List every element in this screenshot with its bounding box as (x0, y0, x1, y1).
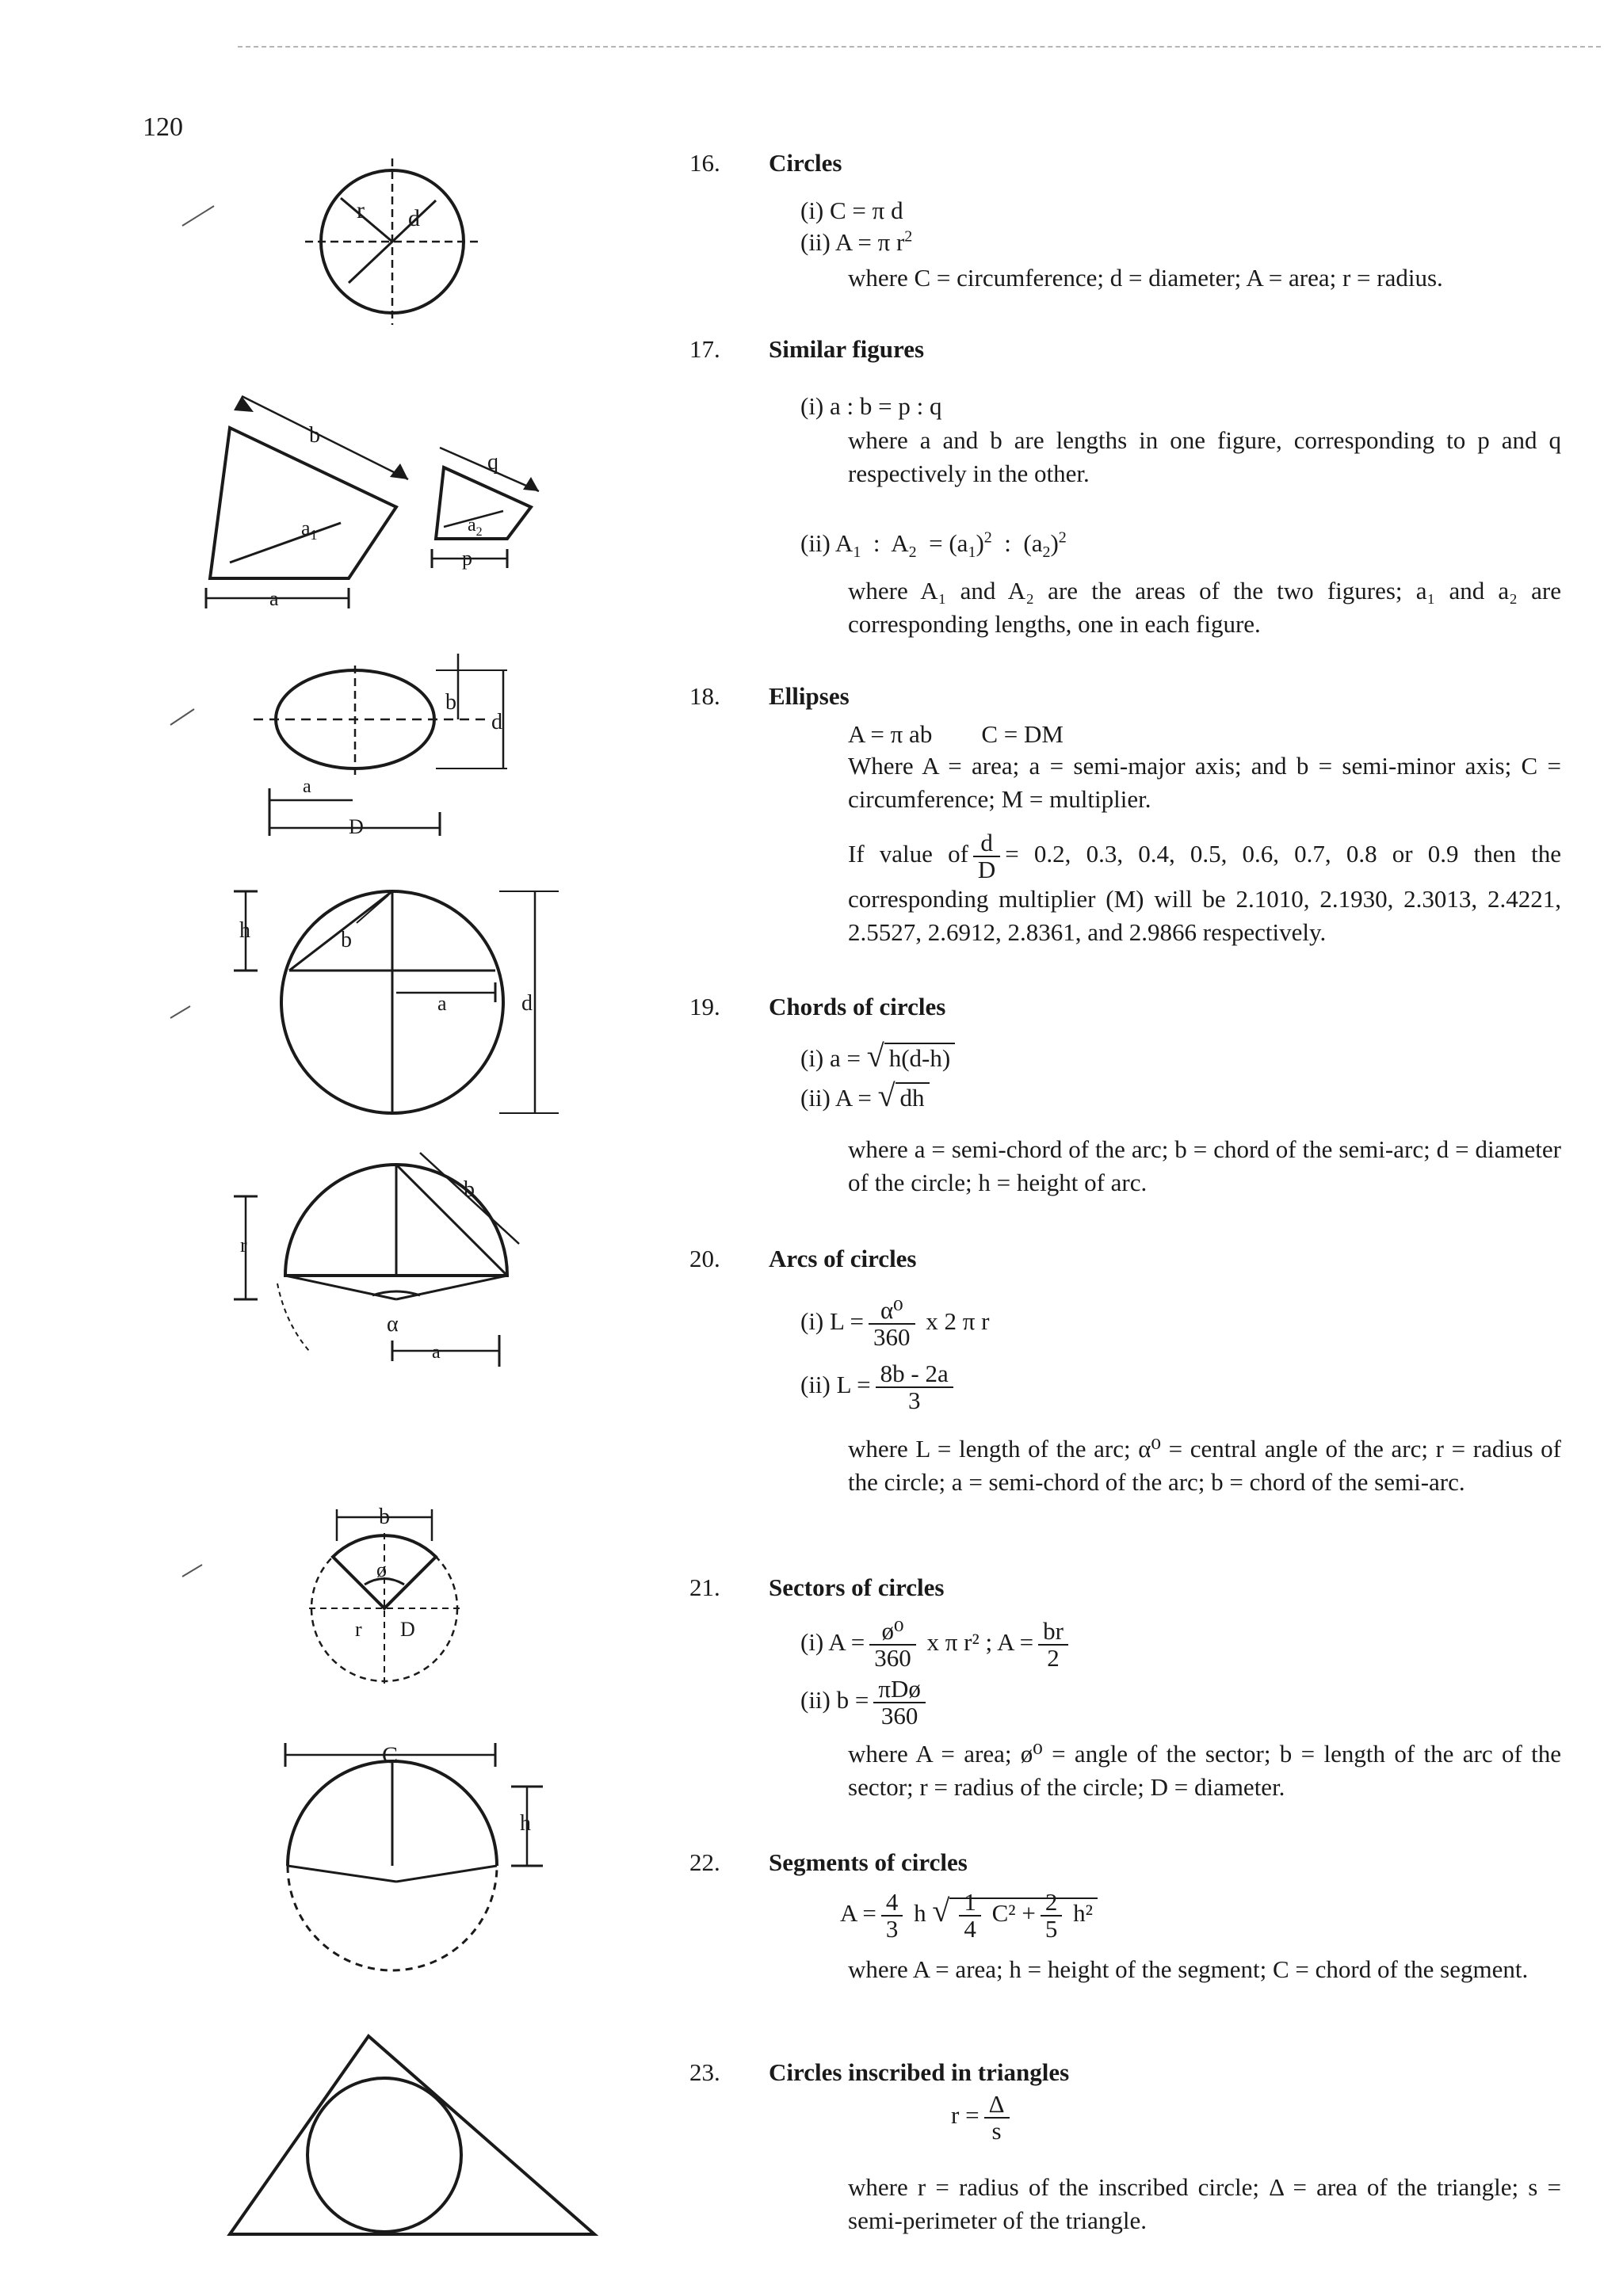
section-title: Chords of circles (769, 993, 946, 1020)
figure-similar-polygons (158, 380, 571, 618)
section-description-2: If value of $\frac{d}{D}$ = 0.2, 0.3, 0.4, 0.5, 0.6, 0.7, 0.8 or 0.9 then the corresponding multiplier (M) will be 2.1010, 2.1930, 2.3013, 2.4221, 2.5527, 2.6912, 2.8361, and 2.9866 respectively. (848, 829, 1561, 946)
section-number: 22. (689, 1848, 720, 1876)
fig20-label-alpha: α (387, 1312, 399, 1337)
formula-sector-area: (i) A = $\frac{\text{ø⁰}}{360}$ x π r² ; A = $\frac{br}{2}$ (800, 1619, 1073, 1671)
formula-ratio: (i) a : b = p : q (800, 392, 942, 420)
figure-segment (158, 1727, 571, 1989)
section-title: Ellipses (769, 682, 850, 710)
section-number: 20. (689, 1245, 720, 1272)
section-number: 23. (689, 2058, 720, 2086)
figure-arc (158, 1141, 555, 1371)
fig19-label-h: h (239, 918, 250, 943)
scan-edge-line (238, 46, 1601, 48)
section-chords (689, 990, 1593, 1212)
section-arcs (689, 1242, 1593, 1535)
section-description: where L = length of the arc; α⁰ = central angle of the arc; r = radius of the circle; a = semi-chord of the arc; b = chord of the semi-arc. (848, 1435, 1561, 1496)
section-inscribed-circles (689, 2056, 1593, 2254)
section-description: Where A = area; a = semi-major axis; and b = semi-minor axis; C = circumference; M = multiplier. (848, 752, 1561, 813)
formula-area: (ii) A = π $r^2$ (800, 227, 913, 256)
section-description-2: where A₁ and A₂ are the areas of the two figures; a₁ and a₂ are corresponding lengths, one in each figure. (848, 577, 1561, 638)
figure-sector (158, 1497, 507, 1688)
section-title: Circles (769, 149, 842, 177)
fig18-label-a: a (303, 776, 311, 797)
fig19-label-b: b (341, 928, 352, 952)
figure-chord-circle (158, 883, 571, 1121)
fig20-label-b: b (464, 1177, 475, 1202)
fig22-label-h: h (520, 1811, 531, 1836)
section-sectors (689, 1571, 1593, 1833)
fig17-label-a2: $a_2$ (468, 515, 483, 539)
section-title: Similar figures (769, 335, 925, 363)
section-ellipses (689, 680, 1593, 973)
fig17-label-a1: $a_1$ (301, 517, 318, 543)
section-number: 19. (689, 993, 720, 1020)
formula-segment-area: A = $\frac{4}{3}$ h √ $\frac{1}{4}$ C² + $\frac{2}{5}$ h² (840, 1890, 1098, 1942)
section-description: where C = circumference; d = diameter; A = area; r = radius. (848, 264, 1443, 292)
section-title: Circles inscribed in triangles (769, 2058, 1070, 2086)
fig17-label-b: b (309, 423, 320, 448)
fig21-label-phi: ø (376, 1558, 387, 1581)
formula-arc-length: (i) L = $\frac{\text{α⁰}}{360}$ x 2 π r (800, 1296, 990, 1351)
section-similar-figures (689, 333, 1593, 650)
section-description: where r = radius of the inscribed circle; Δ = area of the triangle; s = semi-perimeter of the triangle. (848, 2173, 1561, 2234)
section-number: 17. (689, 335, 720, 363)
section-number: 18. (689, 682, 720, 710)
section-segments (689, 1846, 1593, 2020)
section-title: Sectors of circles (769, 1573, 945, 1601)
section-description: where a and b are lengths in one figure, corresponding to p and q respectively in the other. (848, 426, 1561, 487)
fig17-label-a: a (269, 587, 279, 610)
figure-inscribed-circle (158, 2024, 602, 2246)
fig18-label-d: d (491, 710, 502, 734)
figure-circle (158, 154, 475, 337)
fig19-label-a: a (437, 992, 447, 1015)
section-number: 16. (689, 149, 720, 177)
fig18-label-b: b (445, 690, 456, 715)
fig19-label-d: d (521, 991, 533, 1016)
fig21-label-r: r (355, 1618, 362, 1641)
formula-inradius: r = $\frac{\Delta}{s}$ (951, 2092, 1014, 2144)
page-number: 120 (143, 113, 183, 142)
section-description: where A = area; ø⁰ = angle of the sector; b = length of the arc of the sector; r = radius of the circle; D = diameter. (848, 1740, 1561, 1801)
formula-area: (ii) A = √ dh (800, 1079, 930, 1115)
section-title: Arcs of circles (769, 1245, 917, 1272)
formula-semichord: (i) a = √ h(d-h) (800, 1039, 955, 1075)
fig17-label-p: p (462, 547, 472, 570)
fig16-label-r: r (357, 197, 365, 223)
formula-ellipse: A = π ab C = DM (848, 720, 1064, 748)
fig17-label-q: q (487, 450, 498, 475)
formula-circumference: (i) C = π d (800, 196, 903, 224)
fig22-label-C: C (382, 1742, 399, 1768)
section-description: where a = semi-chord of the arc; b = chord of the semi-arc; d = diameter of the circle; h = height of arc. (848, 1135, 1561, 1196)
formula-sector-arc: (ii) b = $\frac{\text{πDø}}{360}$ (800, 1676, 930, 1729)
figure-ellipse (158, 650, 539, 838)
formula-arc-length-2: (ii) L = $\frac{8b - 2a}{3}$ (800, 1361, 958, 1413)
section-description: where A = area; h = height of the segment; C = chord of the segment. (848, 1955, 1529, 1983)
section-number: 21. (689, 1573, 720, 1601)
fig16-label-d: d (408, 205, 420, 231)
formula-area-ratio: (ii) $A_1$ : $A_2 = (a_1)^2$ : $(a_2)^2$ (800, 528, 1067, 562)
fig20-label-a: a (432, 1342, 441, 1363)
fig20-label-r: r (240, 1234, 247, 1257)
section-circles (689, 147, 1593, 305)
fig21-label-D: D (400, 1618, 415, 1641)
fig21-label-b: b (379, 1505, 390, 1529)
fig18-label-D: D (349, 815, 364, 838)
section-title: Segments of circles (769, 1848, 968, 1876)
